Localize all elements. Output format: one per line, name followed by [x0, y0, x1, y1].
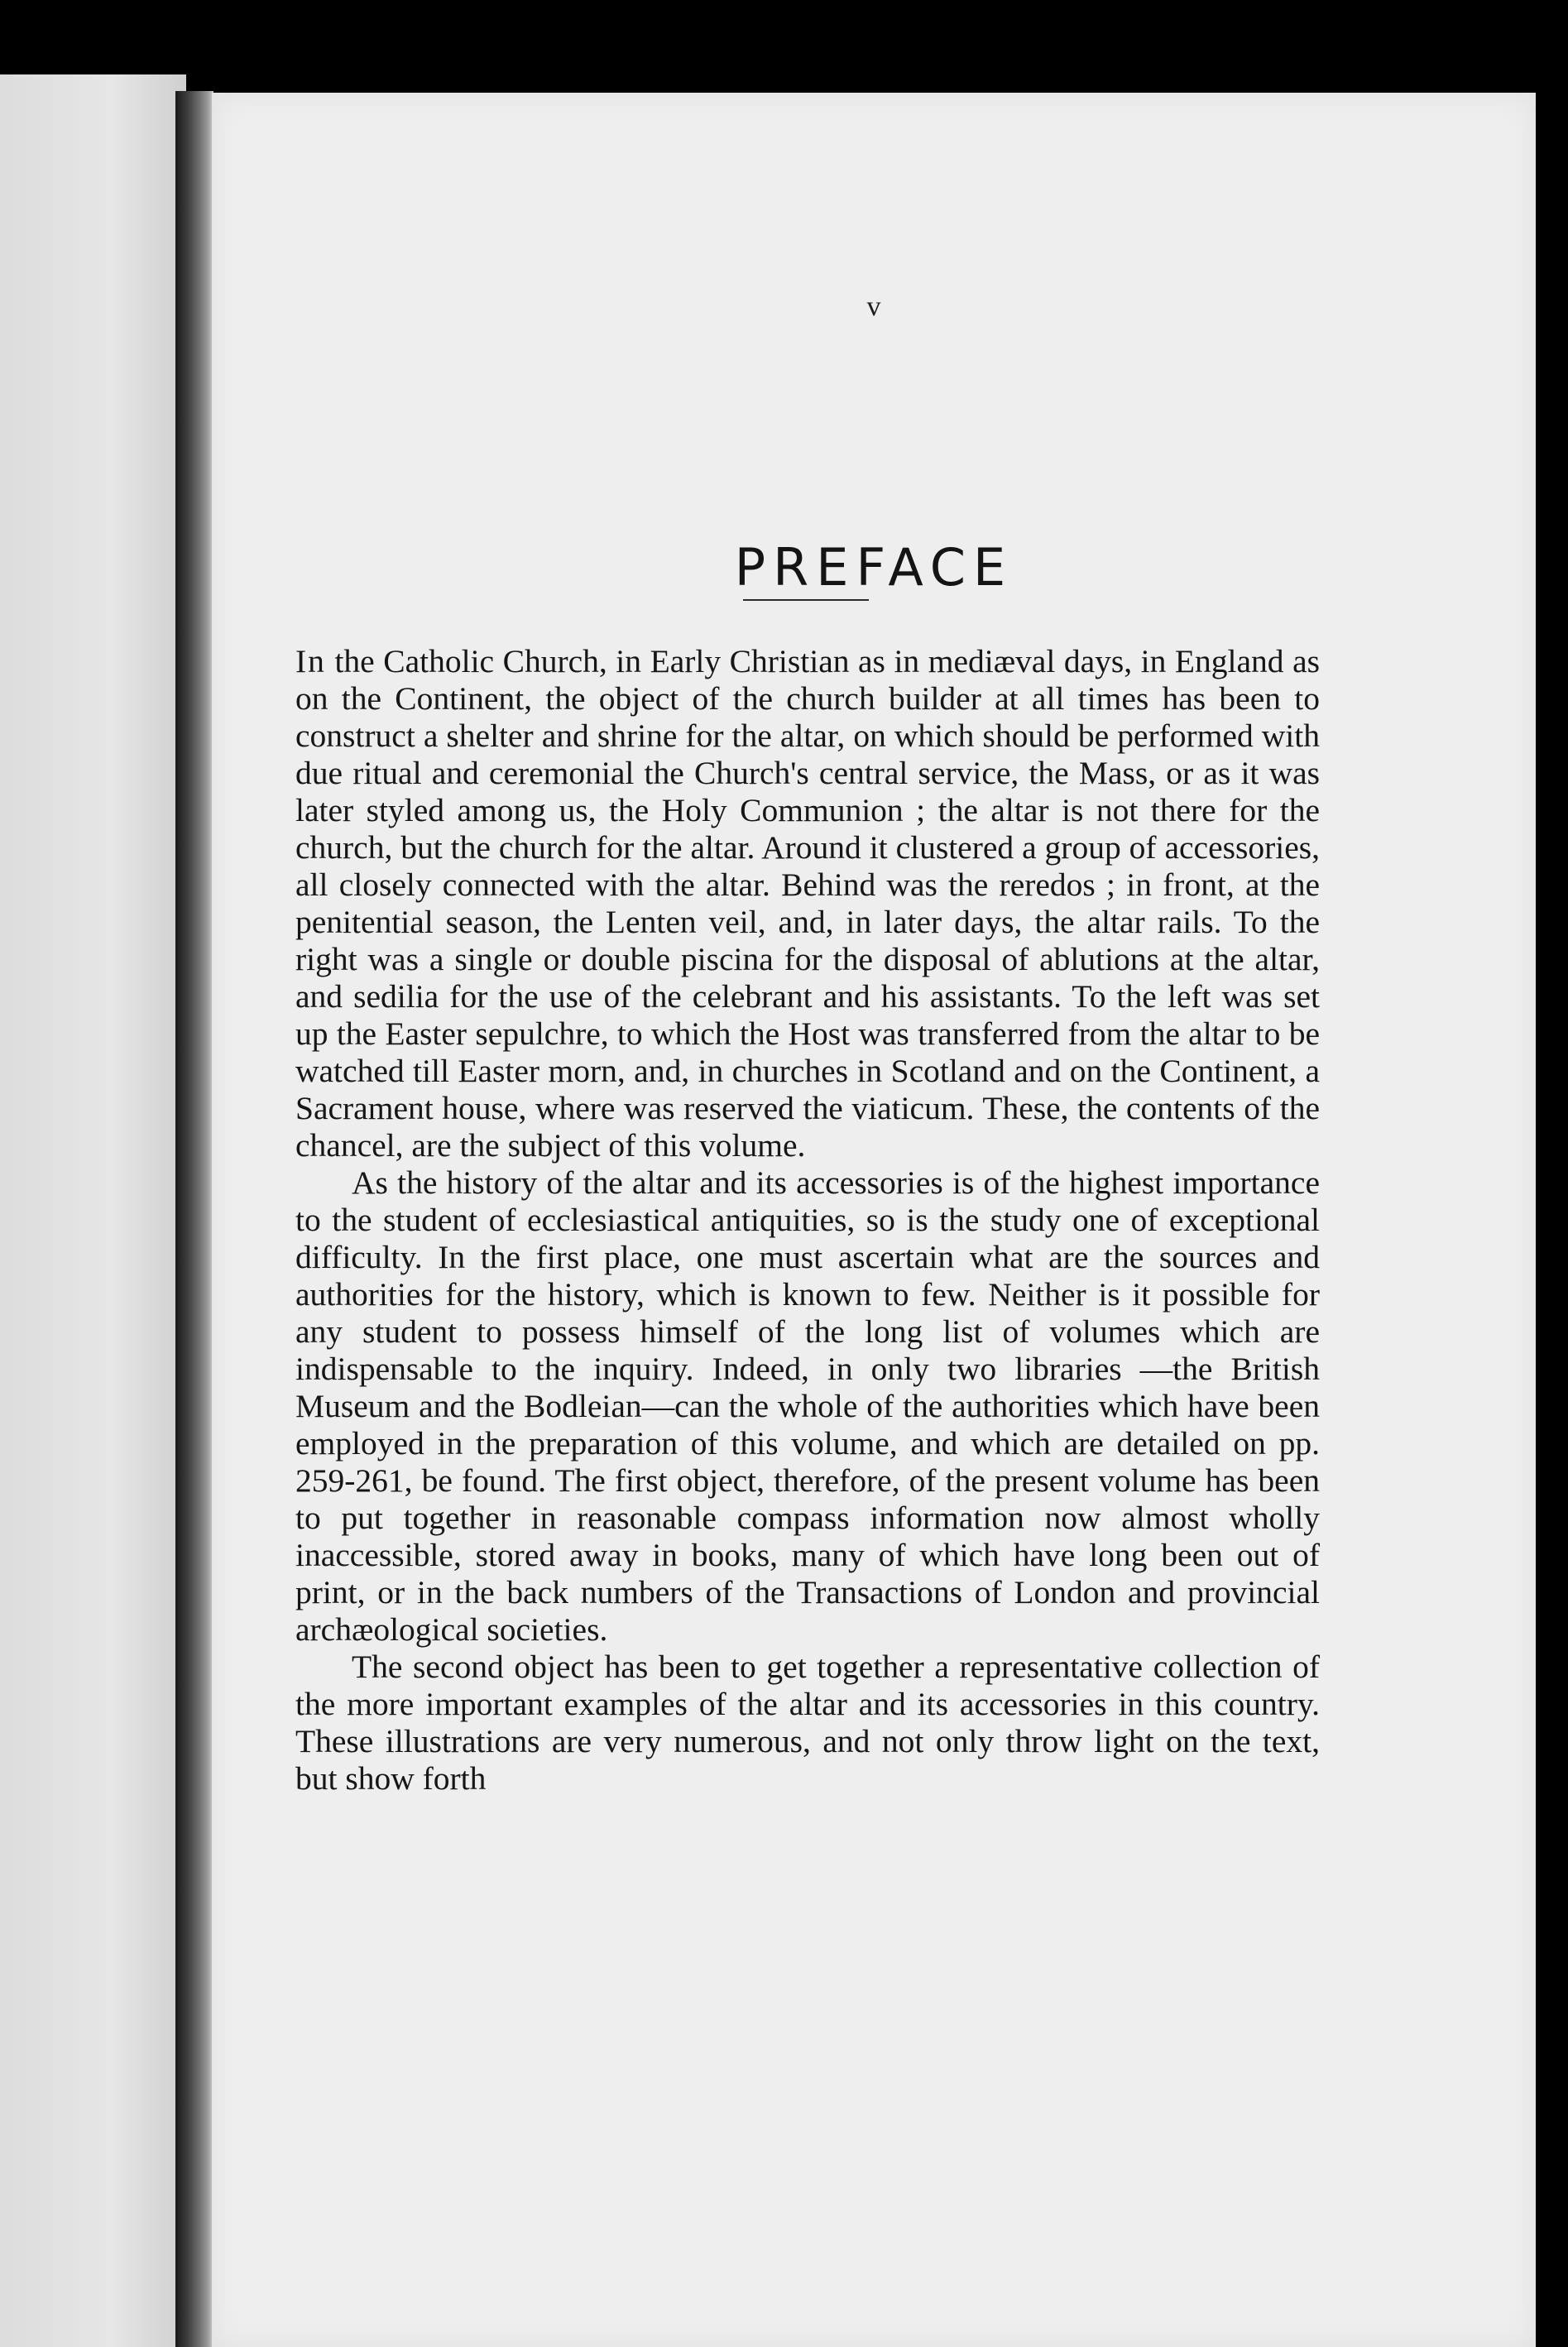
- book-page: [212, 93, 1536, 2347]
- facing-page-edge: [0, 74, 186, 2347]
- title-rule: [743, 599, 869, 601]
- paragraph-2: As the history of the altar and its accessories is of the highest importance to the student of ecclesiastical antiquities, so is the study one of exceptional difficulty. In the first place, one must ascertain what are the sources and authorities for the history, which is known to few. Neither is it possible for any student to possess himself of the long list of volumes which are indispensable to the inquiry. Indeed, in only two libraries —the British Museum and the Bodleian—can the whole of the authorities which have been employed in the preparation of this volume, and which are detailed on pp. 259-261, be found. The first object, therefore, of the present volume has been to put together in reasonable compass information now almost wholly inaccessible, stored away in books, many of which have long been out of print, or in the back numbers of the Transactions of London and provincial archæological societies.: [295, 1164, 1320, 1648]
- page-title: PREFACE: [734, 536, 1014, 598]
- preface-text: [295, 643, 1320, 1797]
- opening-word: In: [295, 643, 326, 679]
- page-number: v: [866, 291, 881, 322]
- paragraph-1: [295, 643, 1320, 1164]
- paragraph-3: The second object has been to get together a representative collection of the more important examples of the altar and its accessories in this country. These illustrations are very numerous, and not only throw light on the text, but show forth: [295, 1649, 1320, 1797]
- paragraph-1-text: the Catholic Church, in Early Christian as in mediæval days, in England as on the Continent, the object of the church builder at all times has been to construct a shelter and shrine for the altar, on which should be performed with due ritual and ceremonial the Church's central service, the Mass, or as it was later styled among us, the Holy Communion ; the altar is not there for the church, but the church for the altar. Around it clustered a group of accessories, all closely connected with the altar. Behind was the reredos ; in front, at the penitential season, the Lenten veil, and, in later days, the altar rails. To the right was a single or double piscina for the disposal of ablutions at the altar, and sedilia for the use of the celebrant and his assistants. To the left was set up the Easter sepulchre, to which the Host was transferred from the altar to be watched till Easter morn, and, in churches in Scotland and on the Continent, a Sacrament house, where was reserved the viaticum. These, the contents of the chancel, are the subject of this volume.: [295, 643, 1320, 1164]
- book-gutter: [175, 91, 213, 2347]
